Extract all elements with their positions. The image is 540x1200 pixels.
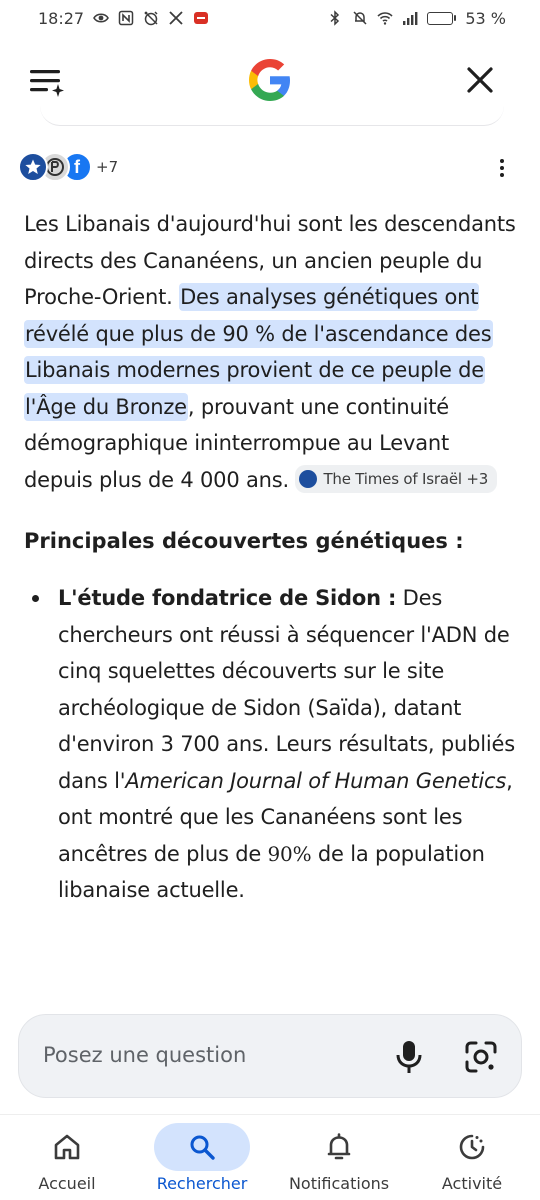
- more-dot-icon: [500, 173, 504, 177]
- menu-button[interactable]: [28, 64, 68, 100]
- citation-label: The Times of Israël +3: [323, 469, 489, 488]
- section-title: Principales découvertes génétiques :: [24, 529, 464, 553]
- google-lens-icon: [463, 1039, 499, 1075]
- alarm-off-icon: [143, 10, 159, 26]
- more-dot-icon: [500, 159, 504, 163]
- status-bar: [0, 0, 540, 36]
- findings-list: [24, 580, 520, 909]
- battery-icon: [427, 12, 456, 25]
- lens-camera-button[interactable]: [463, 1039, 499, 1075]
- paragraph-text-after: , prouvant une continuité démographique ininterrompue au Levant depuis plus de 4 000 ans.: [24, 394, 450, 492]
- source-star-icon[interactable]: [18, 152, 48, 182]
- nav-home-label: Accueil: [38, 1174, 96, 1193]
- citation-chip[interactable]: [295, 465, 497, 493]
- nav-notifications-label: Notifications: [288, 1174, 390, 1193]
- n-app-icon: [118, 10, 134, 26]
- percent-value: 90%: [267, 841, 312, 866]
- sources-row[interactable]: [18, 150, 522, 186]
- bluetooth-icon: [327, 10, 343, 26]
- eye-icon: [93, 10, 109, 26]
- red-app-icon: [193, 10, 209, 26]
- status-right: [327, 9, 506, 28]
- bullet-text: de la population libanaise actuelle.: [58, 841, 485, 902]
- answer-paragraph: [24, 206, 520, 498]
- times-of-israel-logo-icon: [299, 470, 317, 488]
- menu-sparkle-icon: [28, 64, 68, 100]
- nav-notifications[interactable]: [288, 1115, 390, 1200]
- paragraph-text-before: Les Libanais d'aujourd'hui sont les descendants directs des Cananéens, un ancien peuple du Proche-Orient.: [24, 212, 516, 309]
- mic-button[interactable]: [393, 1039, 425, 1075]
- bottom-navigation: [0, 1114, 540, 1200]
- nav-search[interactable]: [154, 1115, 250, 1200]
- battery-percent: 53 %: [465, 8, 506, 28]
- mic-icon: [393, 1039, 425, 1075]
- wifi-icon: [377, 10, 393, 26]
- activity-history-icon: [457, 1132, 487, 1162]
- more-options-button[interactable]: [490, 154, 514, 182]
- nav-activity[interactable]: [424, 1115, 520, 1200]
- previous-card-edge: [40, 106, 504, 126]
- more-dot-icon: [500, 166, 504, 170]
- journal-name: American Journal of Human Genetics: [125, 768, 507, 793]
- bell-icon: [324, 1132, 354, 1162]
- mute-bell-icon: [352, 10, 368, 26]
- highlighted-claim[interactable]: Des analyses génétiques ont révélé que plus de 90 % de l'ascendance des Libanais modernes provient de ce peuple de l'Âge du Bronze: [25, 285, 492, 419]
- ask-input-placeholder[interactable]: Posez une question: [43, 1043, 247, 1067]
- answer-content: [24, 206, 520, 909]
- x-app-icon: [168, 10, 184, 26]
- bullet-text: Des chercheurs ont réussi à séquencer l'ADN de cinq squelettes découverts sur le site archéologique de Sidon (Saïda), datant d'environ 3 700 ans. Leurs résultats, publiés dans l': [58, 586, 515, 793]
- ask-input-bar[interactable]: [18, 1014, 522, 1098]
- bullet-title: L'étude fondatrice de Sidon :: [58, 586, 397, 610]
- sources-extra-count: +7: [96, 158, 119, 176]
- status-time: 18:27: [38, 8, 85, 28]
- list-item: [24, 580, 520, 909]
- home-icon: [52, 1132, 82, 1162]
- nav-activity-label: Activité: [441, 1174, 503, 1193]
- google-logo: [246, 56, 294, 104]
- search-icon: [187, 1132, 217, 1162]
- nav-home[interactable]: [19, 1115, 115, 1200]
- status-left: [38, 9, 209, 28]
- source-facebook-icon[interactable]: f: [62, 152, 92, 182]
- nav-search-label: Rechercher: [156, 1174, 248, 1193]
- bullet-text: , ont montré que les Cananéens sont les ancêtres de plus de: [58, 768, 513, 866]
- close-button[interactable]: [462, 62, 498, 98]
- close-icon: [462, 62, 498, 98]
- google-g-icon: [246, 56, 294, 104]
- signal-icon: [402, 10, 418, 26]
